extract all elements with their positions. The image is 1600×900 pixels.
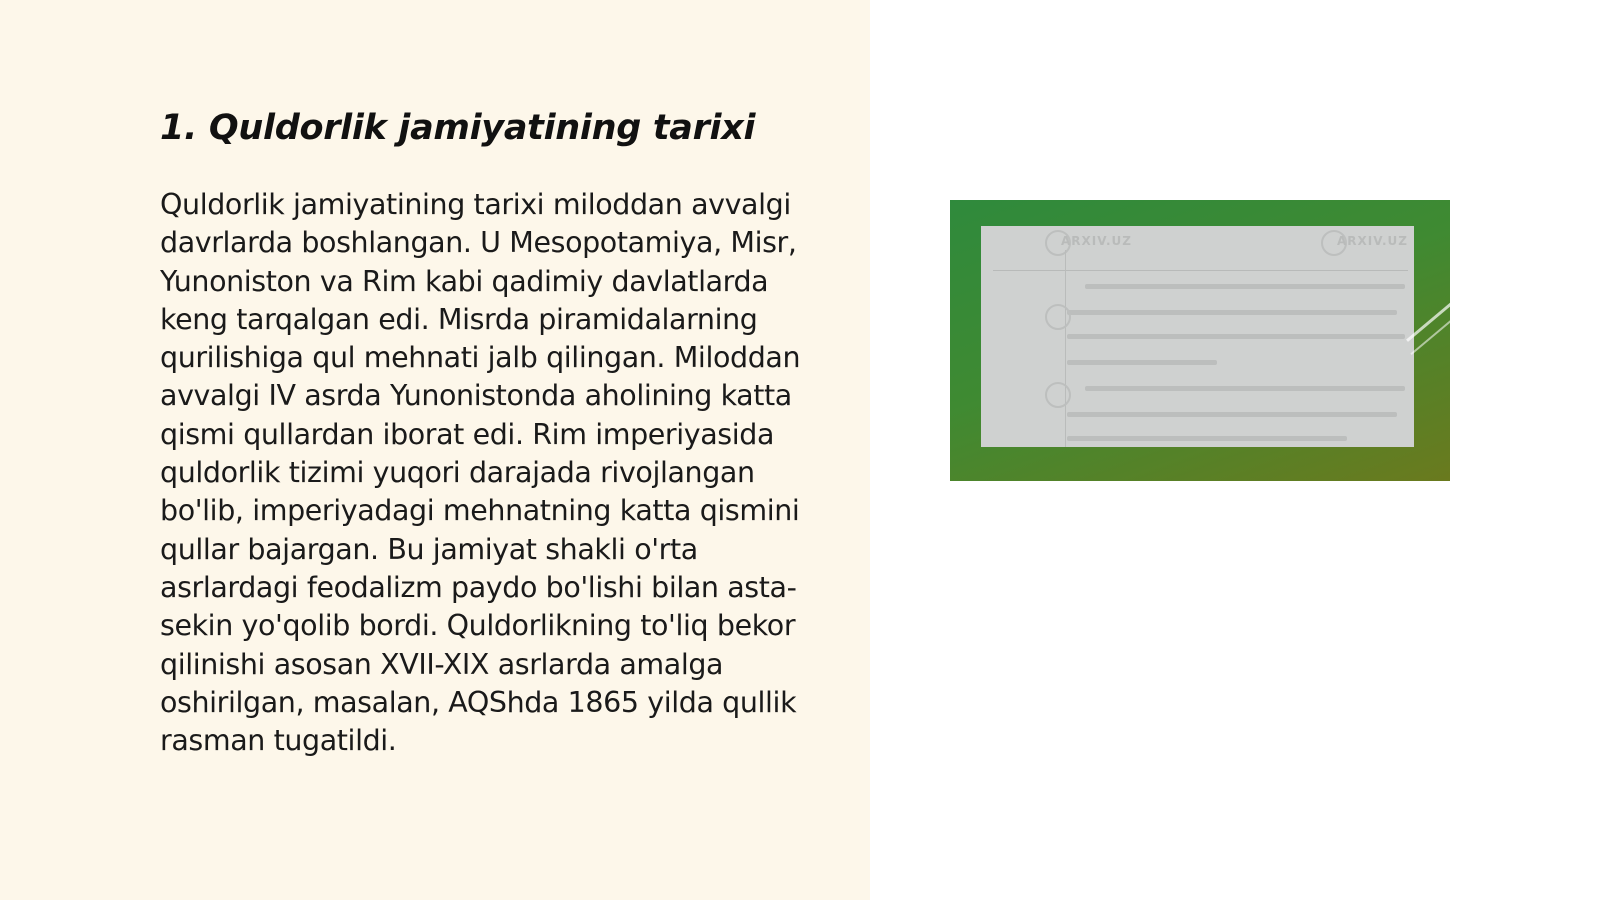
document-text-line <box>1067 310 1397 315</box>
document-text-line <box>1067 412 1397 417</box>
watermark-logo-icon <box>1045 304 1071 330</box>
document-text-line <box>1085 284 1405 289</box>
document-photo <box>950 200 1450 481</box>
document-text-line <box>1067 436 1347 441</box>
document-text-line <box>1067 360 1217 365</box>
document-margin-line <box>1065 250 1066 447</box>
watermark-logo-icon <box>1045 382 1071 408</box>
slide-title: 1. Quldorlik jamiyatining tarixi <box>160 108 756 148</box>
watermark-text: ARXIV.UZ <box>1061 234 1132 248</box>
document-text-line <box>1085 386 1405 391</box>
slide-body-text: Quldorlik jamiyatining tarixi miloddan avvalgi davrlarda boshlangan. U Mesopotamiya, Misr, Yunoniston va Rim kabi qadimiy davlatlarda keng tarqalgan edi. Misrda piramidalarning qurilishiga qul mehnati jalb qilingan. Miloddan avvalgi IV asrda Yunonistonda aholining katta qismi qullardan iborat edi. Rim imperiyasida quldorlik tizimi yuqori darajada rivojlangan bo'lib, imperiyadagi mehnatning katta qismini qullar bajargan. Bu jamiyat shakli o'rta asrlardagi feodalizm paydo bo'lishi bilan asta-sekin yo'qolib bordi. Quldorlikning to'liq bekor qilinishi asosan XVII-XIX asrlarda amalga oshirilgan, masalan, AQShda 1865 yilda qullik rasman tugatildi. <box>160 188 801 758</box>
document-text-line <box>1067 334 1405 339</box>
watermark-text: ARXIV.UZ <box>1337 234 1408 248</box>
document-paper <box>981 226 1414 447</box>
